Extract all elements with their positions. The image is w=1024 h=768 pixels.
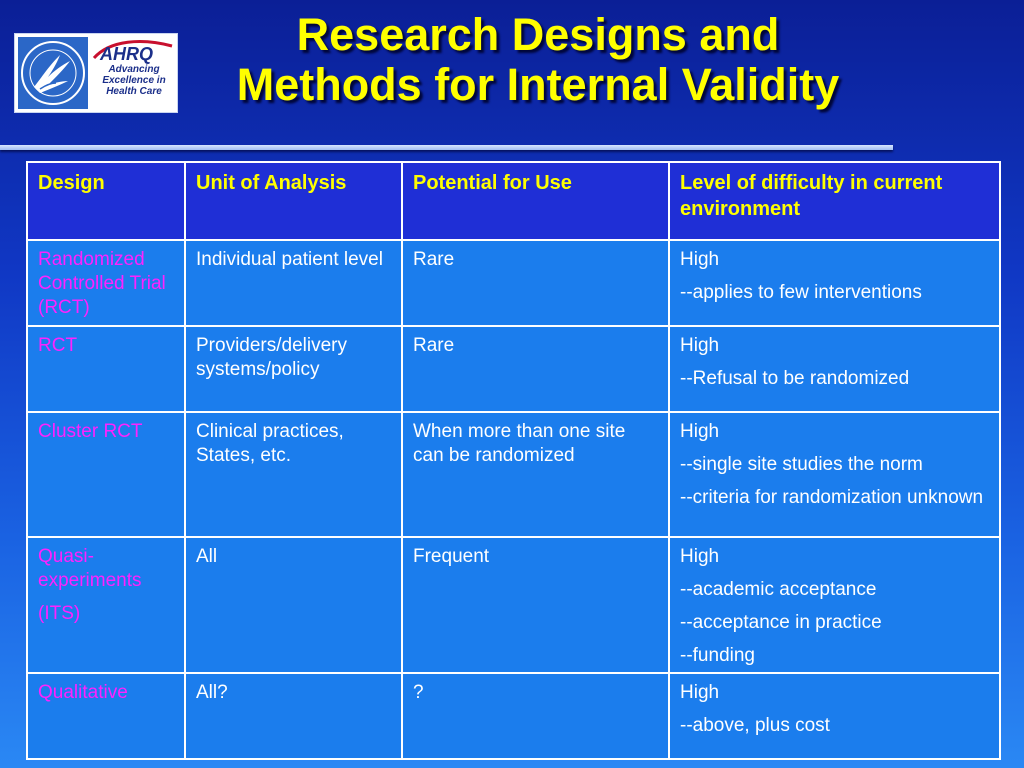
potential-cell: Rare — [402, 240, 669, 326]
title-line-2: Methods for Internal Validity — [236, 59, 840, 110]
difficulty-cell — [669, 240, 1000, 326]
difficulty-cell — [669, 673, 1000, 759]
difficulty-level: High — [680, 421, 720, 442]
title-line-1: Research Designs and — [296, 9, 780, 60]
unit-cell: Clinical practices, States, etc. — [185, 412, 402, 537]
difficulty-cell — [669, 537, 1000, 673]
potential-cell: Rare — [402, 326, 669, 412]
hhs-eagle-seal-icon — [18, 37, 88, 109]
difficulty-note: --funding — [680, 645, 755, 666]
difficulty-cell — [669, 412, 1000, 537]
difficulty-level: High — [680, 335, 720, 356]
table-row — [27, 326, 1000, 412]
column-header-potential-for-use: Potential for Use — [402, 162, 669, 240]
design-cell — [27, 326, 185, 412]
difficulty-note: --above, plus cost — [680, 715, 830, 736]
ahrq-wordmark-logo — [92, 38, 174, 64]
difficulty-level: High — [680, 546, 720, 567]
unit-cell: All? — [185, 673, 402, 759]
column-header-difficulty: Level of difficulty in current environment — [669, 162, 1000, 240]
ahrq-tagline: Advancing Excellence in Health Care — [102, 64, 166, 97]
potential-cell: Frequent — [402, 537, 669, 673]
difficulty-note: --acceptance in practice — [680, 612, 882, 633]
ahrq-wordmark: AHRQ — [100, 44, 153, 64]
difficulty-level: High — [680, 682, 720, 703]
design-name: Quasi-experiments — [38, 546, 142, 591]
design-name: Cluster RCT — [38, 421, 143, 442]
design-cell — [27, 240, 185, 326]
table-row — [27, 537, 1000, 673]
difficulty-cell — [669, 326, 1000, 412]
logo-banner — [14, 33, 178, 113]
design-abbreviation: (ITS) — [38, 603, 81, 624]
unit-cell: All — [185, 537, 402, 673]
difficulty-note: --criteria for randomization unknown — [680, 487, 984, 508]
design-cell — [27, 673, 185, 759]
table-header-row — [27, 162, 1000, 240]
difficulty-note: --applies to few interventions — [680, 282, 922, 303]
column-header-design: Design — [27, 162, 185, 240]
difficulty-note: --academic acceptance — [680, 579, 877, 600]
table-row — [27, 412, 1000, 537]
design-name: Qualitative — [38, 682, 128, 703]
column-header-unit-of-analysis: Unit of Analysis — [185, 162, 402, 240]
research-design-table — [26, 161, 1001, 760]
unit-cell: Individual patient level — [185, 240, 402, 326]
ahrq-logo — [92, 38, 174, 108]
difficulty-note: --single site studies the norm — [680, 454, 923, 475]
unit-cell: Providers/delivery systems/policy — [185, 326, 402, 412]
table-row — [27, 240, 1000, 326]
design-cell — [27, 412, 185, 537]
potential-cell: ? — [402, 673, 669, 759]
difficulty-level: High — [680, 249, 720, 270]
slide-title — [176, 10, 900, 110]
design-name: RCT — [38, 335, 78, 356]
title-divider — [0, 145, 893, 150]
design-name: Randomized Controlled Trial (RCT) — [38, 249, 166, 318]
difficulty-note: --Refusal to be randomized — [680, 368, 910, 389]
table-row — [27, 673, 1000, 759]
potential-cell: When more than one site can be randomized — [402, 412, 669, 537]
design-cell — [27, 537, 185, 673]
